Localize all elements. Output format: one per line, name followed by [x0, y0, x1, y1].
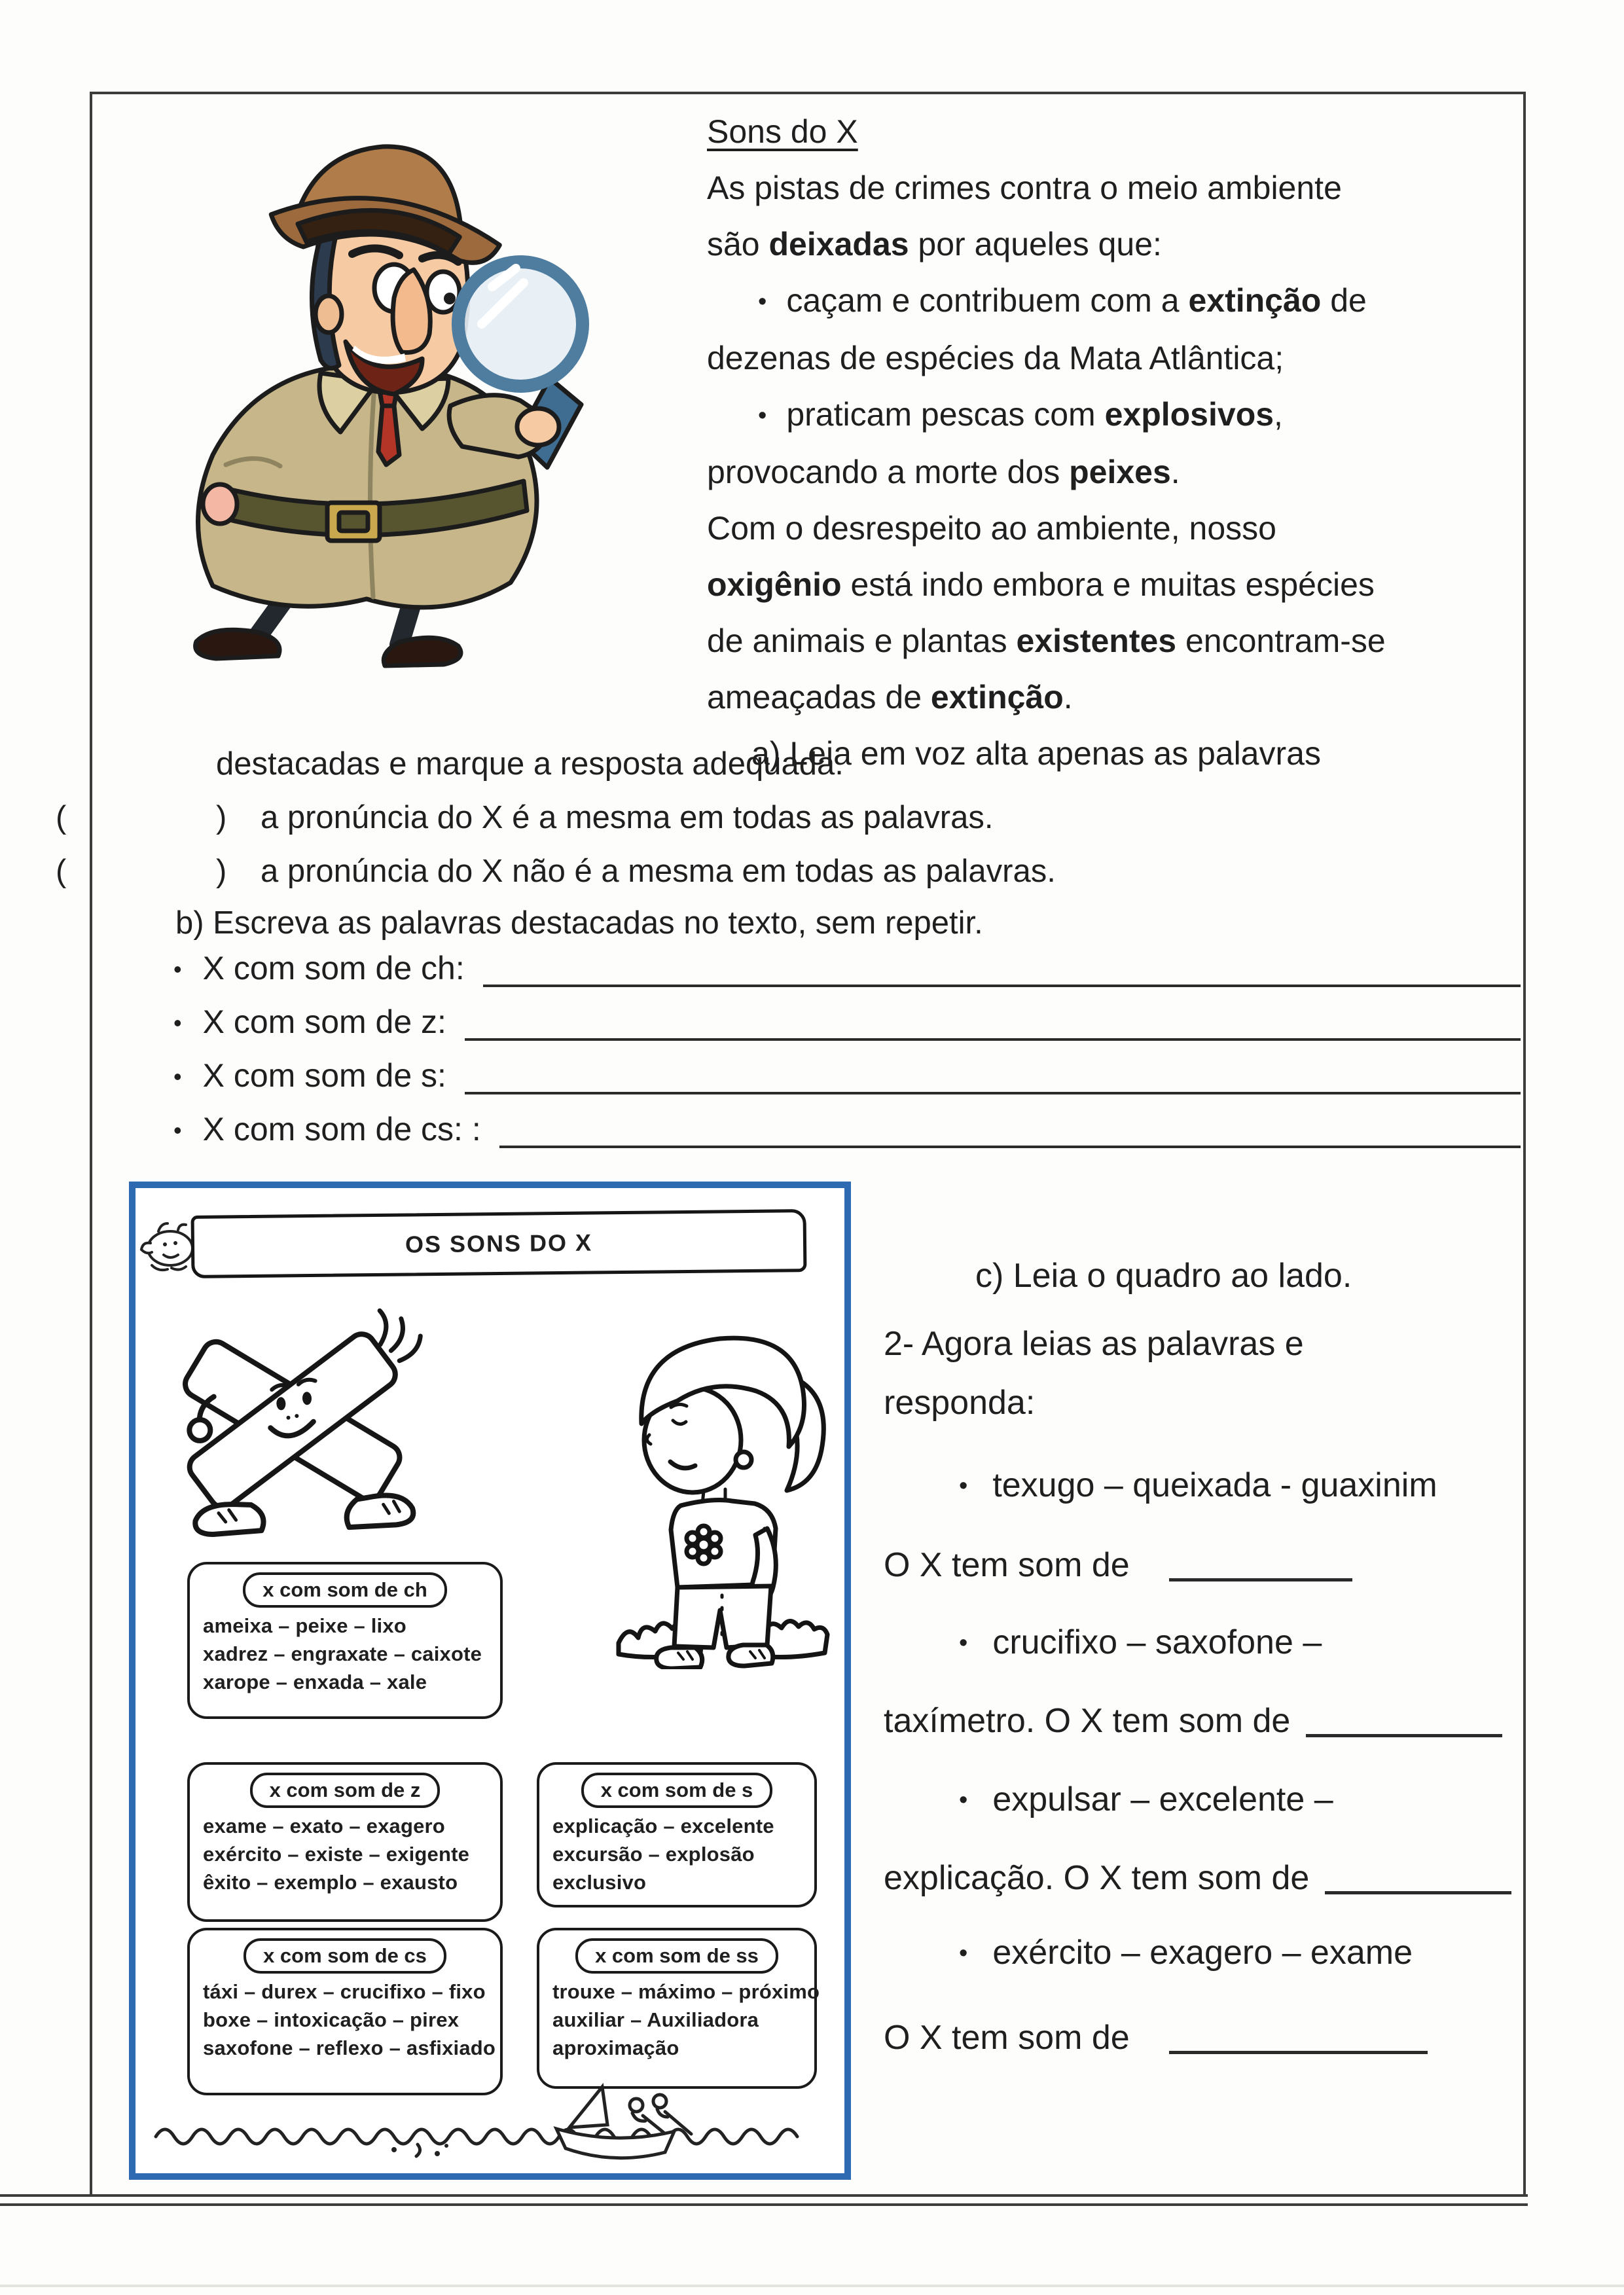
bullet-dot: • [758, 288, 767, 316]
word-line: saxofone – reflexo – asfixiado [203, 2036, 496, 2059]
sounds-chart [129, 1182, 851, 2180]
frame-bottom-line [0, 2194, 1528, 2197]
sound-box-label: x com som de ch [243, 1572, 447, 1608]
fill-in-label: X com som de s: [202, 1057, 446, 1094]
answer-blank [1325, 1861, 1511, 1894]
word-list-item [959, 1465, 1437, 1506]
answer-prompt-text: O X tem som de [884, 1546, 1130, 1584]
fill-in-label: X com som de ch: [202, 950, 465, 986]
x-character-illustration [154, 1293, 461, 1561]
sound-box-z [187, 1762, 503, 1922]
word-line: ameixa – peixe – lixo [203, 1614, 406, 1637]
sound-box-label: x com som de s [581, 1773, 773, 1808]
bullet-dot: • [758, 402, 767, 429]
sound-box-words [190, 1811, 500, 1896]
word-line: trouxe – máximo – próximo [552, 1980, 820, 2003]
word-line: aproximação [552, 2036, 679, 2059]
passage-line: As pistas de crimes contra o meio ambiente [707, 170, 1342, 206]
sound-box-words [190, 1976, 500, 2062]
girl-illustration [615, 1312, 831, 1669]
passage-line: ameaçadas de extinção. [707, 679, 1073, 715]
passage-line-text: praticam pescas com explosivos, [786, 396, 1283, 433]
answer-prompt [884, 1858, 1511, 1898]
bullet-dot: • [959, 1940, 968, 1967]
bullet-dot: • [173, 1009, 182, 1036]
bullet-dot: • [173, 956, 182, 983]
water-doodle [151, 2082, 818, 2167]
sound-box-ch [187, 1562, 503, 1719]
answer-blank [1169, 1548, 1352, 1581]
answer-prompt-text: taxímetro. O X tem som de [884, 1702, 1291, 1740]
question-2-intro: responda: [884, 1384, 1036, 1422]
word-list-item [959, 1622, 1322, 1663]
scan-edge-line [0, 2285, 1624, 2287]
word-line: xarope – enxada – xale [203, 1671, 427, 1693]
word-list-text: texugo – queixada - guaxinim [992, 1466, 1437, 1504]
fill-in-row [173, 1003, 1521, 1041]
frame-bottom-line [0, 2203, 1528, 2206]
word-line: auxiliar – Auxiliadora [552, 2008, 759, 2031]
bullet-dot: • [173, 1117, 182, 1144]
rowboat-doodle [556, 2087, 691, 2158]
passage-line: são deixadas por aqueles que: [707, 226, 1162, 262]
fill-in-line [465, 1059, 1521, 1094]
word-list-item [959, 1779, 1333, 1820]
bullet-dot: • [959, 1472, 968, 1500]
word-list-text: crucifixo – saxofone – [992, 1623, 1322, 1661]
chart-banner-title: OS SONS DO X [405, 1229, 593, 1258]
passage-line: oxigênio está indo embora e muitas espécies [707, 566, 1375, 603]
word-list-item [959, 1932, 1413, 1974]
sound-box-cs [187, 1928, 503, 2095]
fill-in-row [173, 1110, 1521, 1148]
bullet-dot: • [959, 1629, 968, 1657]
fill-in-line [483, 952, 1521, 987]
sound-box-s [537, 1762, 817, 1907]
passage-line: de animais e plantas existentes encontram-se [707, 623, 1386, 659]
question-b-label: b) Escreva as palavras destacadas no texto, sem repetir. [175, 905, 983, 941]
sound-box-words [539, 1976, 820, 2062]
answer-prompt [884, 1701, 1502, 1741]
answer-blank [1306, 1704, 1502, 1737]
word-list-text: expulsar – excelente – [992, 1780, 1333, 1818]
fill-in-line [465, 1005, 1521, 1041]
sound-box-ss [537, 1928, 820, 2089]
paren-open: ( [56, 854, 67, 889]
fill-in-line [499, 1113, 1521, 1148]
bullet-dot: • [173, 1063, 182, 1090]
passage-line: Com o desrespeito ao ambiente, nosso [707, 510, 1276, 547]
paren-open: ( [56, 800, 67, 835]
fill-in-row [173, 949, 1521, 987]
chart-banner [191, 1209, 807, 1278]
answer-prompt-text: explicação. O X tem som de [884, 1859, 1310, 1897]
sound-box-label: x com som de ss [575, 1938, 778, 1974]
fill-in-label: X com som de z: [202, 1003, 446, 1040]
word-line: êxito – exemplo – exausto [203, 1871, 458, 1894]
answer-option-text: a pronúncia do X é a mesma em todas as palavras. [261, 800, 994, 835]
passage-line: provocando a morte dos peixes. [707, 454, 1180, 490]
sound-box-words [539, 1811, 814, 1896]
word-list-text: exército – exagero – exame [992, 1934, 1413, 1972]
passage-line [707, 272, 1525, 330]
passage-title: Sons do X [707, 113, 858, 150]
fill-in-row [173, 1057, 1521, 1094]
word-line: excursão – explosão [552, 1843, 755, 1866]
answer-prompt [884, 1545, 1352, 1585]
word-line: explicação – excelente [552, 1815, 774, 1837]
detective-illustration [92, 98, 694, 687]
answer-prompt [884, 2017, 1428, 2058]
question-c-line: c) Leia o quadro ao lado. [975, 1257, 1352, 1295]
question-2-intro: 2- Agora leias as palavras e [884, 1325, 1304, 1363]
answer-blank [1169, 2021, 1428, 2054]
sound-box-label: x com som de z [250, 1773, 441, 1808]
passage-line-text: caçam e contribuem com a extinção de [786, 282, 1367, 319]
question-a-continuation: destacadas e marque a resposta adequada. [216, 746, 844, 782]
word-line: exclusivo [552, 1871, 647, 1894]
passage [707, 103, 1525, 782]
word-line: exame – exato – exagero [203, 1815, 445, 1837]
word-line: táxi – durex – crucifixo – fixo [203, 1980, 486, 2003]
word-line: exército – existe – exigente [203, 1843, 470, 1866]
question-a-line: a) Leia em voz alta apenas as palavras [751, 735, 1321, 772]
bullet-dot: • [959, 1786, 968, 1814]
paren-close: ) [216, 854, 227, 889]
sound-box-words [190, 1610, 500, 1696]
word-line: boxe – intoxicação – pirex [203, 2008, 460, 2031]
fill-in-label: X com som de cs: : [202, 1111, 481, 1148]
answer-prompt-text: O X tem som de [884, 2019, 1130, 2057]
paren-close: ) [216, 800, 227, 835]
magnifying-glass-icon [449, 262, 583, 467]
sound-box-label: x com som de cs [244, 1938, 446, 1974]
passage-line [707, 386, 1525, 444]
answer-option-text: a pronúncia do X não é a mesma em todas as palavras. [261, 854, 1056, 889]
word-line: xadrez – engraxate – caixote [203, 1642, 482, 1665]
passage-line: dezenas de espécies da Mata Atlântica; [707, 340, 1284, 376]
